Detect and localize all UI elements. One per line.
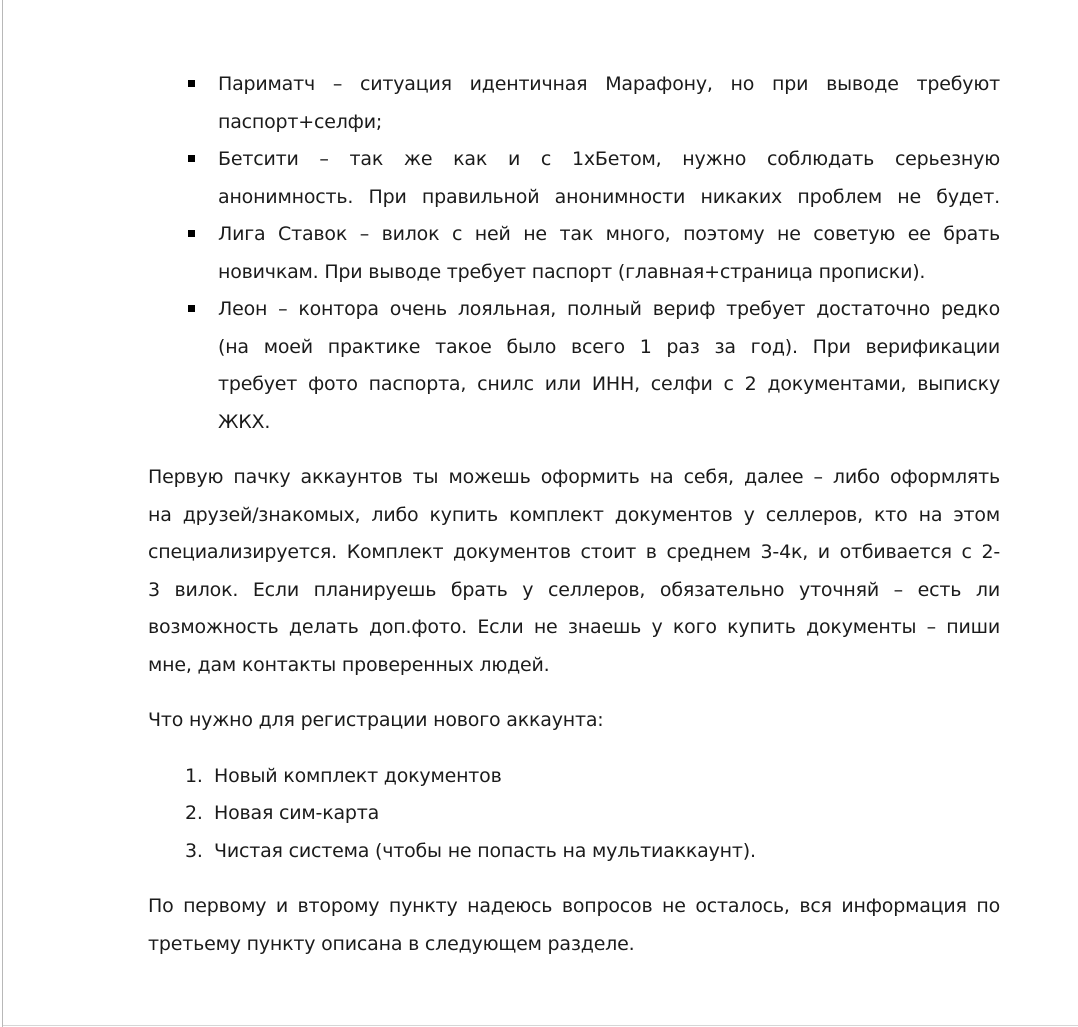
paragraph-closing: [148, 888, 1000, 963]
bullet-text-line: Париматч – ситуация идентичная Марафону, но при выводе требуют: [218, 73, 1000, 95]
bullet-item-parimatch: [148, 66, 1000, 141]
square-bullet-icon: [188, 155, 195, 162]
bullet-text-line: новичкам. При выводе требует паспорт (главная+страница прописки).: [218, 260, 926, 283]
numbered-item: [148, 758, 1000, 796]
bullet-text-line: Лига Ставок – вилок с ней не так много, поэтому не советую ее брать: [218, 223, 1000, 245]
paragraph-line: возможность делать доп.фото. Если не знаешь у кого купить документы – пиши: [148, 616, 1000, 638]
registration-numbered-list: [148, 758, 1000, 871]
numbered-item: [148, 833, 1000, 871]
paragraph-line: на друзей/знакомых, либо купить комплект документов у селлеров, кто на этом: [148, 503, 1000, 526]
bullet-text-line: ЖКХ.: [218, 410, 271, 433]
square-bullet-icon: [188, 305, 195, 312]
item-text: Новый комплект документов: [214, 764, 502, 787]
bullet-marker: [188, 141, 218, 162]
item-number: 1.: [185, 764, 203, 787]
paragraph-line: третьему пункту описана в следующем разделе.: [148, 932, 635, 955]
paragraph-line: 3 вилок. Если планируешь брать у селлеров, обязательно уточняй – есть ли: [148, 578, 1000, 601]
item-text: Чистая система (чтобы не попасть на мультиаккаунт).: [214, 839, 756, 862]
square-bullet-icon: [188, 230, 195, 237]
paragraph-accounts: [148, 459, 1000, 684]
bullet-item-leon: [148, 291, 1000, 441]
bullet-item-ligastavok: [148, 216, 1000, 291]
item-text: Новая сим-карта: [214, 802, 380, 824]
item-number: 2.: [185, 802, 203, 824]
bullet-text-line: Бетсити – так же как и с 1хБетом, нужно соблюдать серьезную: [218, 148, 1000, 170]
bullet-marker: [188, 291, 218, 312]
bullet-marker: [188, 216, 218, 237]
heading-line: Что нужно для регистрации нового аккаунта:: [148, 709, 604, 731]
bullet-text-line: требует фото паспорта, снилс или ИНН, селфи с 2 документами, выписку: [218, 373, 1000, 395]
item-number: 3.: [185, 839, 203, 862]
document-body: [148, 66, 1000, 981]
paragraph-line: По первому и второму пункту надеюсь вопросов не осталось, вся информация по: [148, 895, 1000, 917]
bookmaker-bullet-list: [148, 66, 1000, 441]
bullet-text-line: (на моей практике такое было всего 1 раз за год). При верификации: [218, 335, 1000, 358]
bullet-text-line: Леон – контора очень лояльная, полный вериф требует достаточно редко: [218, 298, 1000, 320]
bullet-text-line: анонимность. При правильной анонимности никаких проблем не будет.: [218, 185, 1000, 208]
numbered-item: [148, 795, 1000, 833]
paragraph-line: мне, дам контакты проверенных людей.: [148, 653, 550, 676]
paragraph-line: Первую пачку аккаунтов ты можешь оформить на себя, далее – либо оформлять: [148, 466, 1000, 488]
bullet-marker: [188, 66, 218, 87]
registration-heading: [148, 702, 1000, 740]
bullet-item-betcity: [148, 141, 1000, 216]
bullet-text-line: паспорт+селфи;: [218, 110, 383, 133]
paragraph-line: специализируется. Комплект документов стоит в среднем 3-4к, и отбивается с 2-: [148, 541, 1000, 563]
page-bottom-edge: [3, 1025, 1078, 1026]
square-bullet-icon: [188, 80, 195, 87]
page-left-edge: [2, 0, 3, 1027]
